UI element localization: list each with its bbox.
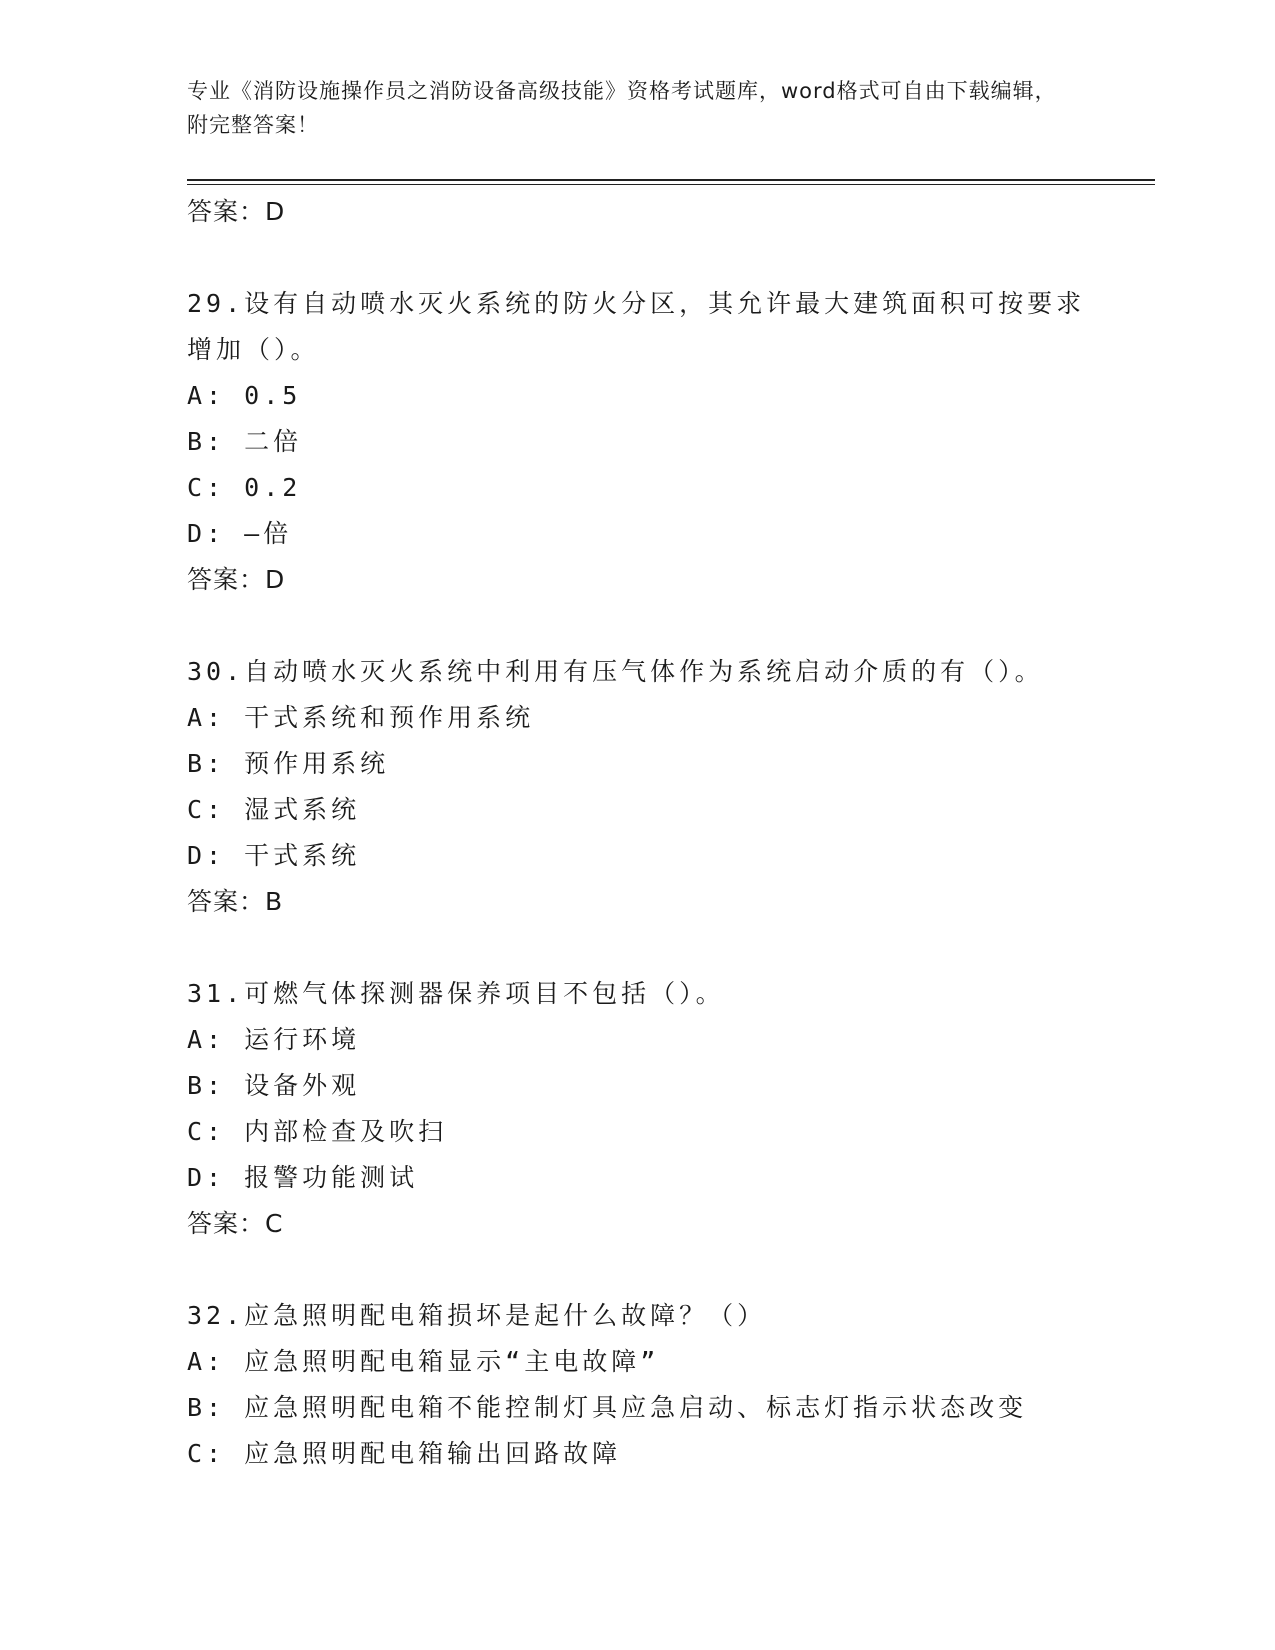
option-b: B: 二倍 <box>187 427 303 456</box>
answer-line: 答案：D <box>187 197 286 226</box>
question-stem: 31.可燃气体探测器保养项目不包括（）。 <box>187 979 725 1008</box>
question-stem: 32.应急照明配电箱损坏是起什么故障？（） <box>187 1301 767 1330</box>
option-a: A: 运行环境 <box>187 1025 361 1054</box>
option-a: A: 应急照明配电箱显示“主电故障” <box>187 1347 660 1376</box>
option-d: D: 报警功能测试 <box>187 1163 419 1192</box>
answer-line: 答案：C <box>187 1209 284 1238</box>
question-32 <box>187 1293 1087 1477</box>
option-c: C: 应急照明配电箱输出回路故障 <box>187 1439 622 1468</box>
header-divider-thick <box>187 179 1155 181</box>
option-b: B: 设备外观 <box>187 1071 361 1100</box>
question-30 <box>187 649 1087 925</box>
answer-line: 答案：B <box>187 887 284 916</box>
option-b: B: 应急照明配电箱不能控制灯具应急启动、标志灯指示状态改变 <box>187 1393 1028 1422</box>
question-31 <box>187 971 1087 1247</box>
option-d: D: 干式系统 <box>187 841 361 870</box>
option-a: A: 0.5 <box>187 381 302 410</box>
option-b: B: 预作用系统 <box>187 749 390 778</box>
document-header: 专业《消防设施操作员之消防设备高级技能》资格考试题库，word格式可自由下载编辑，附完整答案！ <box>187 79 1057 137</box>
header-divider-thin <box>187 184 1155 185</box>
question-29 <box>187 281 1087 603</box>
option-c: C: 湿式系统 <box>187 795 361 824</box>
option-c: C: 内部检查及吹扫 <box>187 1117 448 1146</box>
question-stem: 29.设有自动喷水灭火系统的防火分区，其允许最大建筑面积可按要求增加（）。 <box>187 289 1086 364</box>
question-list <box>187 189 1087 1477</box>
option-d: D: —倍 <box>187 519 293 548</box>
question-stem: 30.自动喷水灭火系统中利用有压气体作为系统启动介质的有（）。 <box>187 657 1044 686</box>
option-c: C: 0.2 <box>187 473 302 502</box>
answer-line: 答案：D <box>187 565 286 594</box>
option-a: A: 干式系统和预作用系统 <box>187 703 535 732</box>
